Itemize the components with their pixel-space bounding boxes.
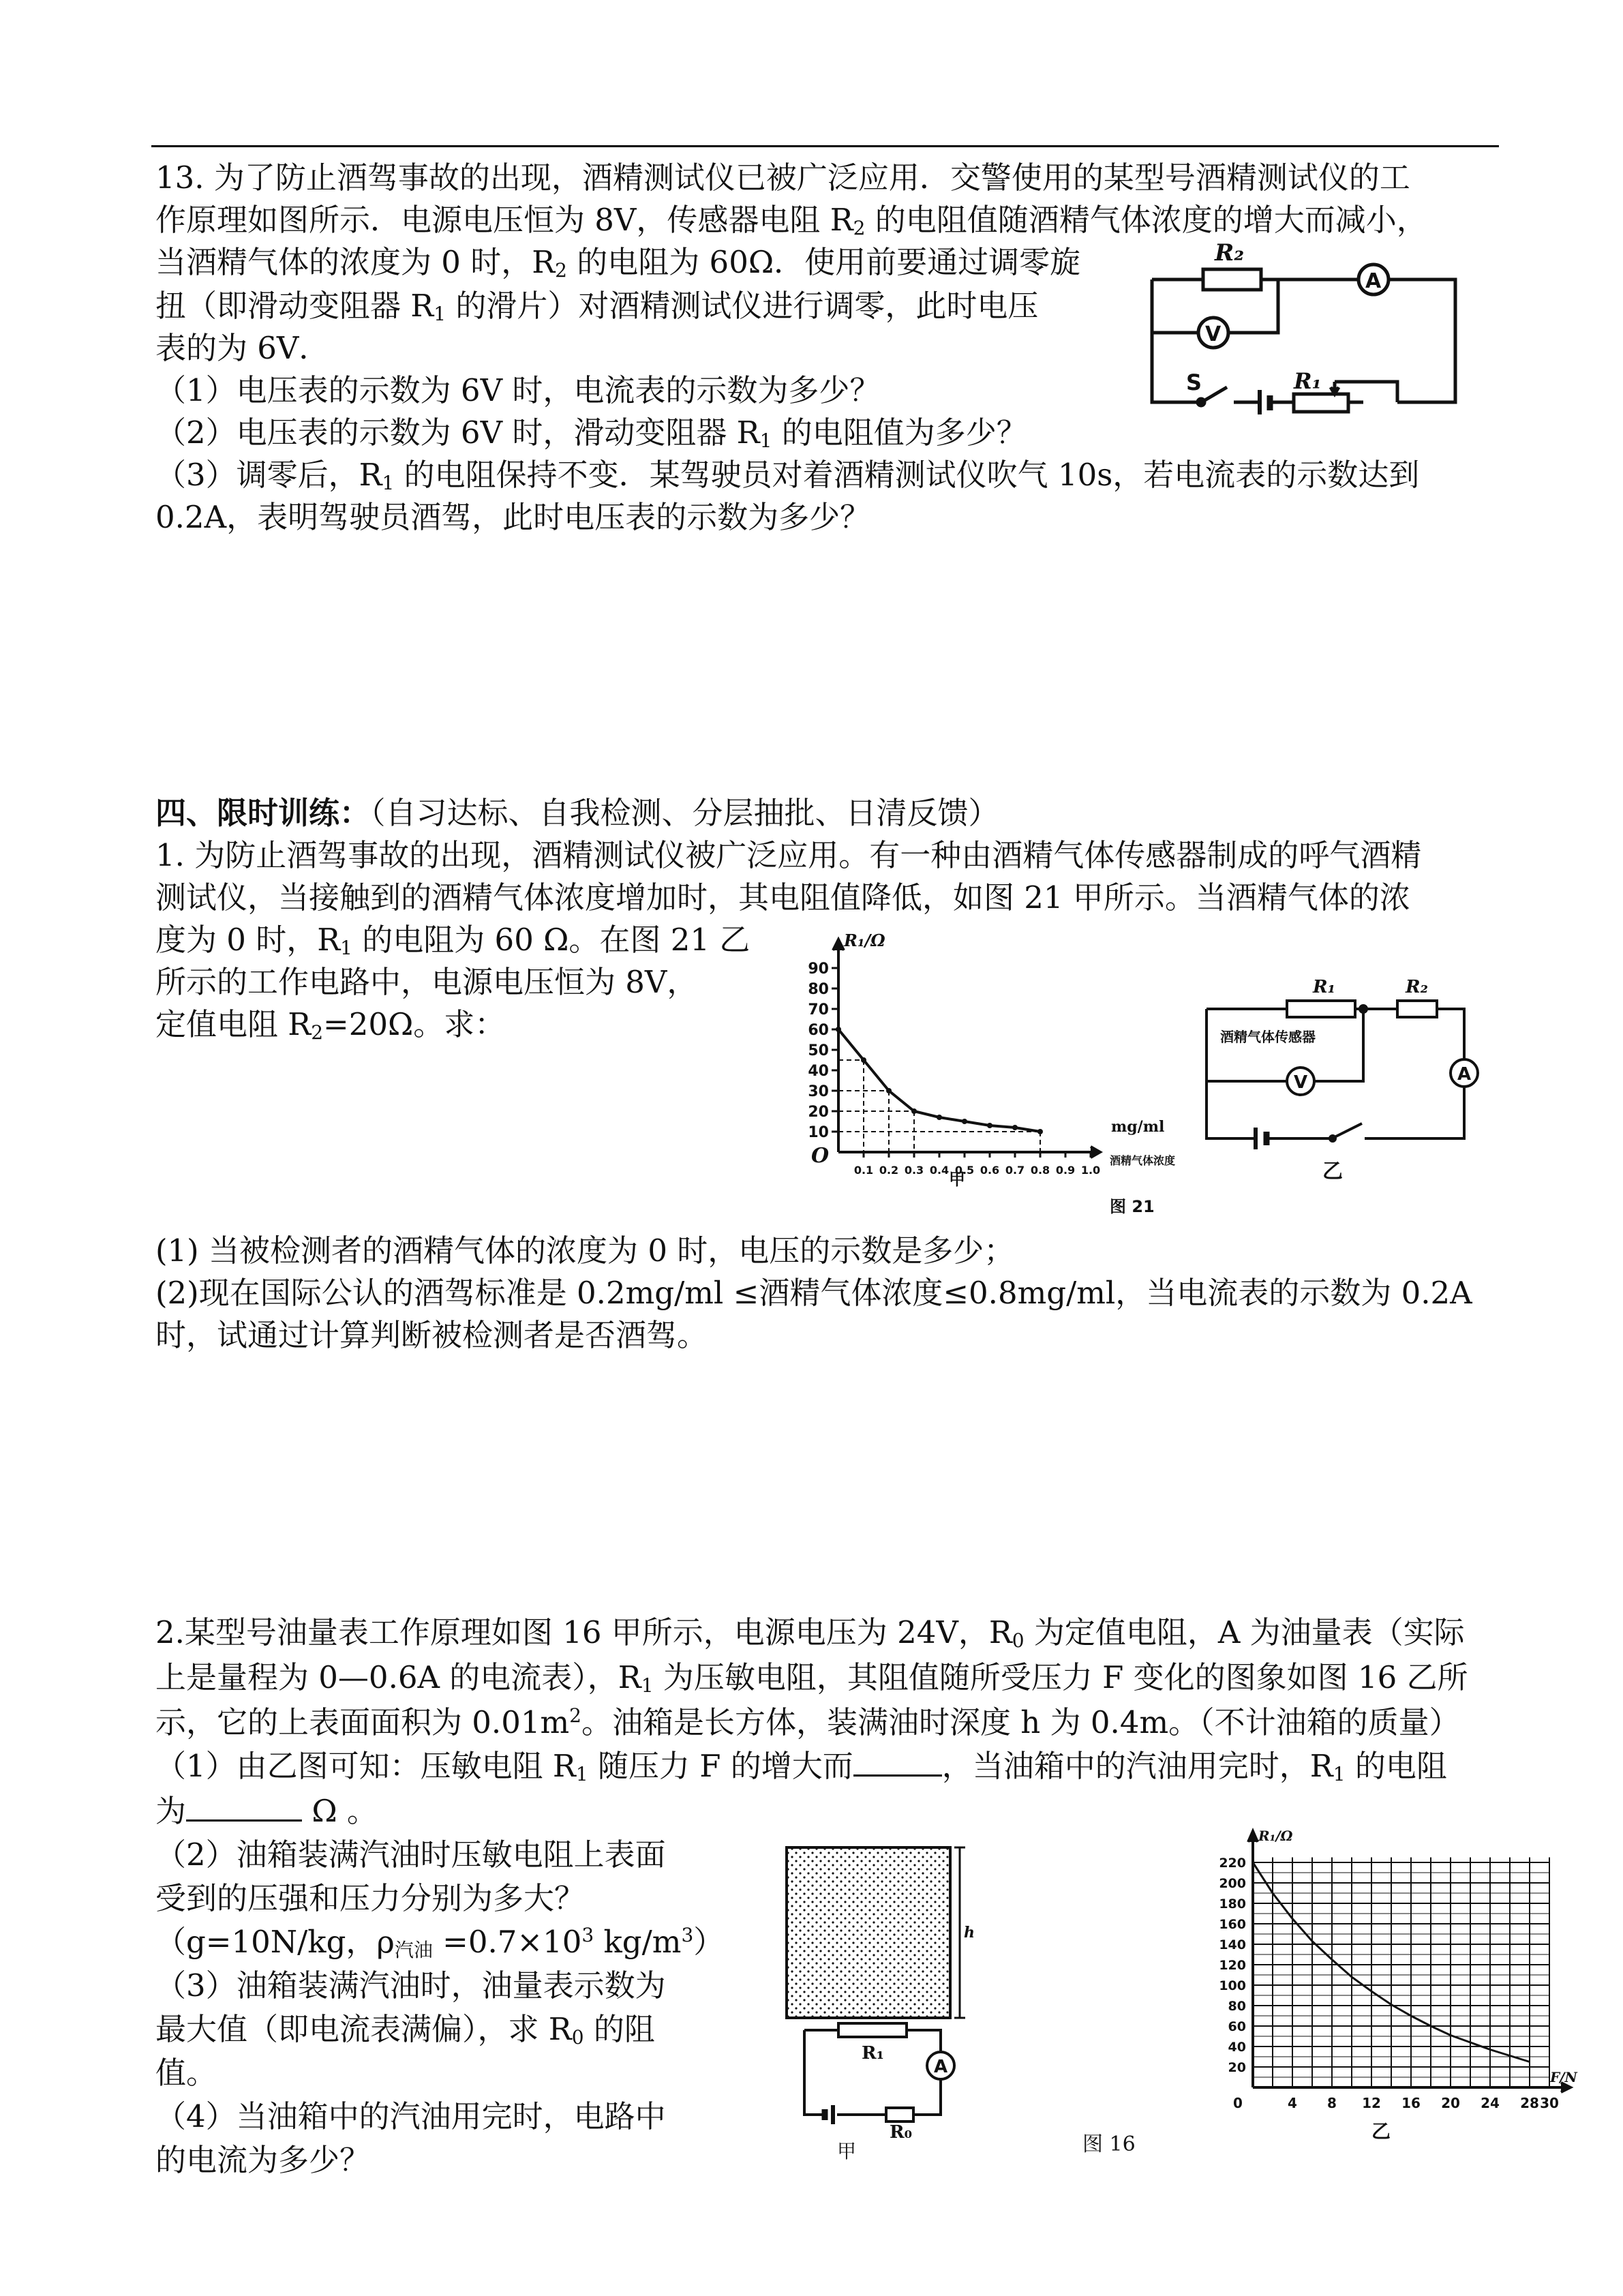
graph21-y-tick-label: 50 (808, 1042, 829, 1059)
section-4-heading: 四、限时训练：（自习达标、自我检测、分层抽批、日清反馈） (155, 795, 999, 831)
tank-r1-label: R₁ (862, 2043, 884, 2064)
graph16-x-tick-label: 28 (1520, 2095, 1539, 2111)
answer-blank-1[interactable] (853, 1747, 942, 1777)
q13-part-3: （3）调零后，$R_1$ 的电阻保持不变．某驾驶员对着酒精测试仪吹气 10s，若电流表的示数达到 (155, 457, 1420, 494)
q1-sub-2-cont: 时，试通过计算判断被检测者是否酒驾。 (155, 1317, 708, 1353)
graph16-y-tick-label: 160 (1219, 1917, 1246, 1932)
graph16-x-tick-label: 4 (1288, 2095, 1297, 2111)
graph16-y-tick-label: 40 (1228, 2040, 1246, 2055)
q2-line-1: 2.某型号油量表工作原理如图 16 甲所示，电源电压为 24V，$R_0$ 为定值电阻，A 为油量表（实际 (155, 1614, 1465, 1652)
graph21-x-tick-label: 0.7 (1005, 1164, 1025, 1177)
graph21-y-tick-label: 70 (808, 1001, 829, 1018)
graph16-x-tick-label: 24 (1481, 2095, 1500, 2111)
graph21-x-tick-label: 0.9 (1055, 1164, 1076, 1177)
answer-blank-2[interactable] (186, 1792, 302, 1822)
graph21-y-tick-label: 80 (808, 981, 829, 998)
tank-r0-label: R₀ (890, 2122, 912, 2143)
graph21-point (1037, 1129, 1043, 1134)
figure-16-caption: 图 16 (1082, 2132, 1136, 2156)
circuit21-r2-label: R₂ (1406, 977, 1428, 997)
graph21-x-unit: mg/ml (1111, 1118, 1165, 1136)
q13-part-3-cont: 0.2A，表明驾驶员酒驾，此时电压表的示数为多少？ (155, 499, 871, 535)
graph21-x-tick-label: 1.0 (1080, 1164, 1101, 1177)
q13-part-2: （2）电压表的示数为 6V 时，滑动变阻器 $R_1$ 的电阻值为多少？ (155, 414, 1027, 452)
r2-label: R₂ (1215, 239, 1245, 267)
r1-label: R₁ (1294, 368, 1322, 394)
q2-part-2-cont: 受到的压强和压力分别为多大？ (155, 1880, 586, 1916)
graph16-y-tick-label: 140 (1219, 1937, 1246, 1952)
q1-line-1: 1. 为防止酒驾事故的出现，酒精测试仪被广泛应用。有一种由酒精气体传感器制成的呼气酒精 (155, 837, 1422, 873)
graph21-x-tick-label: 0.8 (1030, 1164, 1050, 1177)
graph16-x-tick-label: 8 (1327, 2095, 1337, 2111)
switch-symbol (1204, 387, 1227, 401)
q13-line-3: 当酒精气体的浓度为 0 时，$R_2$ 的电阻为 60Ω．使用前要通过调零旋 (155, 244, 1081, 282)
q1-sub-2: (2)现在国际公认的酒驾标准是 0.2mg/ml ≤酒精气体浓度≤0.8mg/ml，当电流表的示数为 0.2A (155, 1275, 1472, 1311)
q2-part-4: （4）当油箱中的汽油用完时，电路中 (155, 2098, 666, 2134)
q1-line-2: 测试仪，当接触到的酒精气体浓度增加时，其电阻值降低，如图 21 甲所示。当酒精气体的浓 (155, 879, 1410, 916)
graph21-x-name: 酒精气体浓度 (1110, 1154, 1176, 1167)
graph21-y-tick-label: 90 (808, 961, 829, 978)
q13-circuit-diagram (1138, 232, 1466, 416)
graph21-point (987, 1123, 992, 1128)
graph21-x-tick-label: 0.4 (929, 1164, 950, 1177)
graph21-point (836, 1027, 841, 1032)
q2-part-1: （1）由乙图可知：压敏电阻 $R_1$ 随压力 F 的增大而 ，当油箱中的汽油用完时，$R_1$ 的电阻 (155, 1748, 1447, 1785)
switch21-symbol (1335, 1123, 1362, 1137)
oil-tank (787, 1847, 950, 2018)
figure-16-jia-label: 甲 (837, 2140, 857, 2162)
q13-line-1: 13. 为了防止酒驾事故的出现，酒精测试仪已被广泛应用．交警使用的某型号酒精测试仪的工 (155, 160, 1410, 196)
graph16-y-label: R₁/Ω (1258, 1828, 1293, 1844)
graph21-point (962, 1119, 967, 1124)
q13-line-4: 扭（即滑动变阻器 $R_1$ 的滑片）对酒精测试仪进行调零，此时电压 (155, 288, 1039, 325)
ammeter-label: A (1365, 269, 1382, 293)
graph21-y-tick-label: 30 (808, 1083, 829, 1100)
depth-label: h (964, 1924, 975, 1942)
graph21-point (937, 1115, 942, 1120)
graph16-y-tick-label: 100 (1219, 1978, 1246, 1993)
q2-part-1-cont: 为 Ω 。 (155, 1793, 378, 1829)
q1-line-4: 所示的工作电路中，电源电压恒为 8V， (155, 964, 698, 1000)
graph16-x-label: F/N (1550, 2069, 1577, 2085)
graph21-y-tick-label: 40 (808, 1063, 829, 1080)
q2-part-2: （2）油箱装满汽油时压敏电阻上表面 (155, 1837, 666, 1873)
top-rule (151, 145, 1499, 147)
graph16-x-tick-label: 0 (1233, 2095, 1243, 2111)
graph21-point (911, 1108, 917, 1114)
graph16-y-tick-label: 200 (1219, 1876, 1246, 1891)
fixed-resistor-r2 (1397, 1001, 1437, 1017)
q13-line-2: 作原理如图所示．电源电压恒为 8V，传感器电阻 $R_2$ 的电阻值随酒精气体浓度的增大而减小， (155, 202, 1427, 239)
graph21-point (861, 1057, 866, 1063)
circuit21-yi-label: 乙 (1322, 1160, 1343, 1183)
figure-21-caption: 图 21 (1110, 1197, 1155, 1216)
q2-line-3: 示，它的上表面面积为 $0.01m^2$。油箱是长方体，装满油时深度 h 为 0.4m。（不计油箱的质量） (155, 1704, 1460, 1740)
q13-line-5: 表的为 6V． (155, 330, 330, 366)
switch-label: S (1186, 369, 1202, 395)
graph21-y-label: R₁/Ω (844, 931, 885, 950)
graph21-x-tick-label: 0.1 (853, 1164, 874, 1177)
graph21-point (886, 1088, 892, 1093)
r1-rheostat (1294, 394, 1348, 412)
graph21-x-tick-label: 0.5 (954, 1164, 975, 1177)
ammeter16-label: A (934, 2057, 948, 2077)
circuit21-v-label: V (1294, 1072, 1308, 1093)
graph16-x-tick-label: 12 (1362, 2095, 1381, 2111)
r2-resistor (1203, 269, 1261, 290)
fixed-resistor-r0 (886, 2108, 913, 2121)
graph16-x-tick-label: 16 (1401, 2095, 1421, 2111)
graph21-y-tick-label: 20 (808, 1104, 829, 1121)
q1-line-5: 定值电阻 $R_2=20\Omega$。求： (155, 1006, 506, 1044)
circuit21-a-label: A (1457, 1064, 1472, 1085)
sensor-resistor-r1 (1287, 1001, 1355, 1017)
graph16-y-tick-label: 120 (1219, 1958, 1246, 1973)
graph16-y-tick-label: 20 (1228, 2060, 1246, 2075)
graph16-yi-label: 乙 (1371, 2120, 1391, 2143)
circuit21-r1-label: R₁ (1313, 977, 1335, 997)
graph21-y-tick-label: 60 (808, 1022, 829, 1039)
graph16-x-tick-label: 30 (1540, 2095, 1559, 2111)
pressure-resistor-r1 (838, 2023, 907, 2037)
q2-part-3: （3）油箱装满汽油时，油量表示数为 (155, 1967, 666, 2004)
q2-part-3-end: 值。 (155, 2055, 217, 2091)
q1-sub-1: (1) 当被检测者的酒精气体的浓度为 0 时，电压的示数是多少； (155, 1233, 1015, 1269)
graph21-x-tick-label: 0.6 (980, 1164, 1000, 1177)
graph21-x-tick-label: 0.2 (879, 1164, 899, 1177)
graph21-x-tick-label: 0.3 (904, 1164, 924, 1177)
figure-21 (784, 927, 1500, 1216)
q2-line-2: 上是量程为 0—0.6A 的电流表），$R_1$ 为压敏电阻，其阻值随所受压力 F 变化的图象如图 16 乙所 (155, 1659, 1468, 1697)
graph16-y-tick-label: 60 (1228, 2019, 1246, 2034)
q2-part-2-given: （g=10N/kg，$\rho_{汽油} =0.7\times 10^3$ $kg/m^3$） (155, 1924, 725, 1961)
q13-part-1: （1）电压表的示数为 6V 时，电流表的示数为多少？ (155, 372, 881, 408)
q2-part-3-cont: 最大值（即电流表满偏），求 $R_0$ 的阻 (155, 2011, 655, 2049)
figure-16-tank (777, 1834, 1132, 2143)
graph16-y-tick-label: 80 (1228, 1999, 1246, 2014)
graph16-y-tick-label: 180 (1219, 1897, 1246, 1912)
figure-16-graph (1200, 1827, 1581, 2147)
graph21-y-tick-label: 10 (808, 1124, 829, 1141)
voltmeter-label: V (1205, 322, 1222, 346)
q1-line-3: 度为 0 时，$R_1$ 的电阻为 60 Ω。在图 21 乙 (155, 922, 750, 959)
graph16-y-tick-label: 220 (1219, 1856, 1246, 1871)
graph21-jia-label: 甲 (949, 1170, 965, 1189)
graph21-point (1012, 1125, 1018, 1130)
graph21-origin: O (811, 1144, 830, 1168)
sensor-label: 酒精气体传感器 (1220, 1029, 1316, 1045)
q2-part-4-cont: 的电流为多少？ (155, 2142, 371, 2178)
graph16-x-tick-label: 20 (1441, 2095, 1460, 2111)
